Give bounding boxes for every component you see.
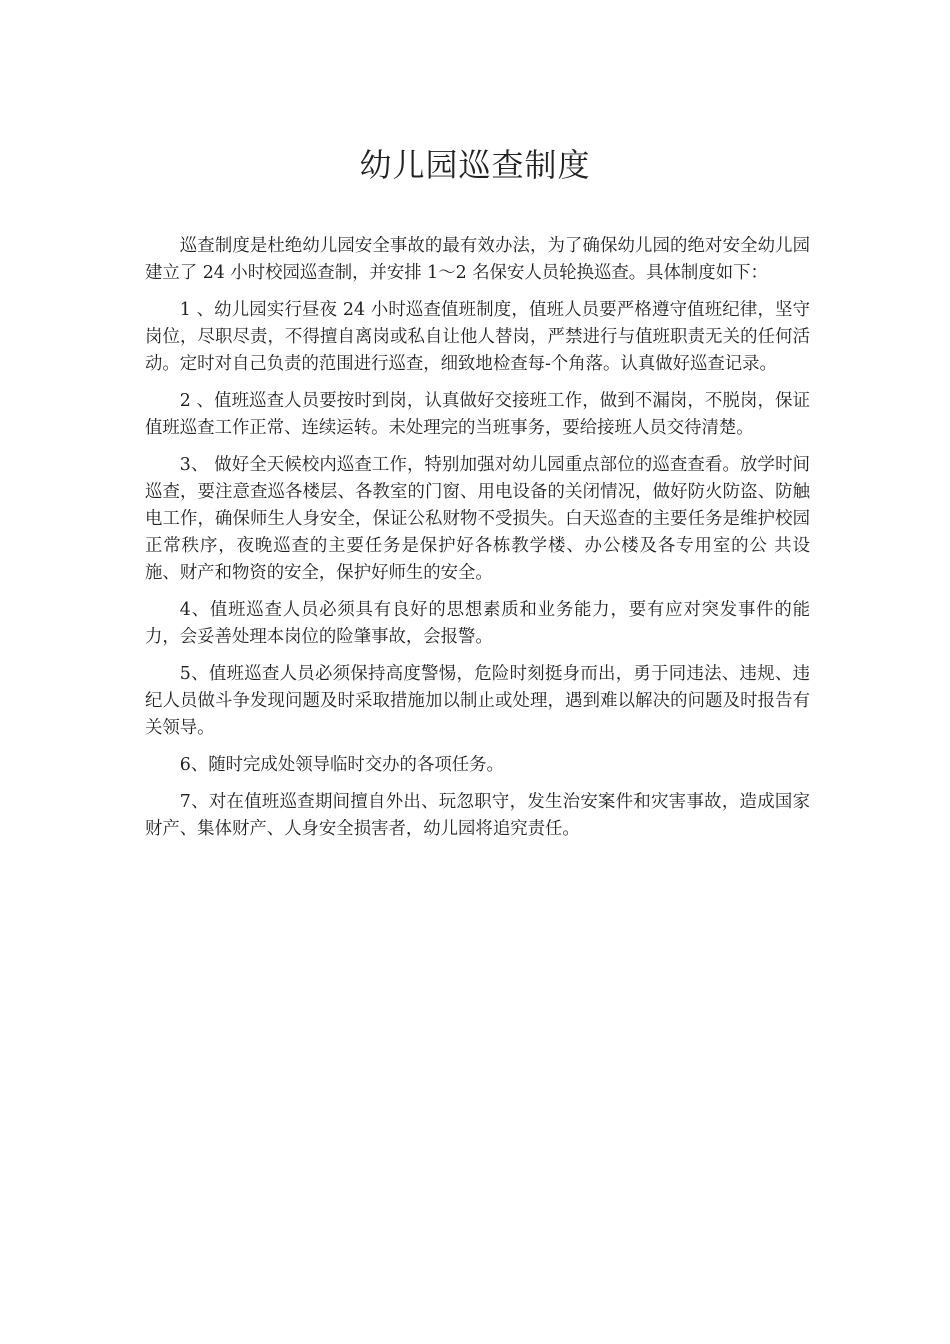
intro-paragraph: 巡查制度是杜绝幼儿园安全事故的最有效办法，为了确保幼儿园的绝对安全幼儿园建立了 24 小时校园巡查制，并安排 1～2 名保安人员轮换巡查。具体制度如下： — [145, 236, 810, 283]
rule-4-paragraph: 4、值班巡查人员必须具有良好的思想素质和业务能力，要有应对突发事件的能力，会妥善处理本岗位的险肇事故，会报警。 — [145, 600, 810, 647]
document-body — [145, 233, 810, 853]
rule-7-paragraph: 7、对在值班巡查期间擅自外出、玩忽职守，发生治安案件和灾害事故，造成国家财产、集体财产、人身安全损害者，幼儿园将追究责任。 — [145, 792, 810, 839]
document-title: 幼儿园巡查制度 — [359, 146, 591, 184]
rule-2-paragraph: 2 、值班巡查人员要按时到岗，认真做好交接班工作，做到不漏岗，不脱岗，保证值班巡查工作正常、连续运转。未处理完的当班事务，要给接班人员交待清楚。 — [145, 391, 810, 438]
rule-3-paragraph: 3、 做好全天候校内巡查工作，特别加强对幼儿园重点部位的巡查查看。放学时间巡查，要注意查巡各楼层、各教室的门窗、用电设备的关闭情况，做好防火防盗、防触 电工作，确保师生人身安全，保证公私财物不受损失。白天巡查的主要任务是维护校园正常秩序，夜晚巡查的主要任务是保护好各栋教学楼、办公楼及各专用室的公 共设施、财产和物资的安全，保护好师生的安全。 — [145, 455, 810, 583]
rule-1-paragraph: 1 、幼儿园实行昼夜 24 小时巡查值班制度，值班人员要严格遵守值班纪律，坚守岗位，尽职尽责，不得擅自离岗或私自让他人替岗，严禁进行与值班职责无关的任何活动。定时对自己负责的范围进行巡查，细致地检查每-个角落。认真做好巡查记录。 — [145, 300, 810, 374]
rule-6-paragraph: 6、随时完成处领导临时交办的各项任务。 — [179, 755, 504, 775]
rule-5-paragraph: 5、值班巡查人员必须保持高度警惕，危险时刻挺身而出，勇于同违法、违规、违纪人员做斗争发现问题及时采取措施加以制止或处理，遇到难以解决的问题及时报告有关领导。 — [145, 664, 810, 738]
